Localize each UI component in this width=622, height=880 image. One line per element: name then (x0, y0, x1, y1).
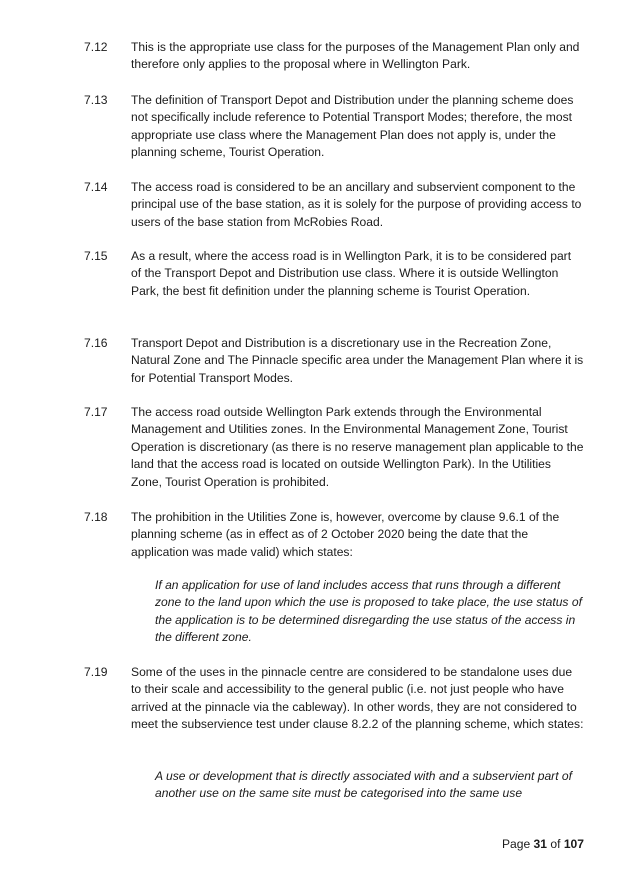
current-page-number: 31 (533, 837, 547, 851)
paragraph-7-18 (84, 509, 584, 561)
paragraph-number: 7.18 (84, 510, 108, 524)
paragraph-text: This is the appropriate use class for the purposes of the Management Plan only and therefore only applies to the proposal where in Wellington Park. (131, 40, 580, 72)
quoted-clause-9-6-1: If an application for use of land includes access that runs through a different zone to the land upon which the use is proposed to take place, the use status of the application is to be determined disregarding the use status of the access in the different zone. (155, 578, 582, 645)
paragraph-7-15 (84, 248, 584, 300)
paragraph-text: The access road outside Wellington Park extends through the Environmental Management and Utilities zones. In the Environmental Management Zone, Tourist Operation is discretionary (as there is no reserve management plan applicable to the land that the access road is located on outside Wellington Park). In the Utilities Zone, Tourist Operation is prohibited. (131, 405, 584, 489)
paragraph-7-13 (84, 92, 584, 162)
paragraph-7-14 (84, 179, 584, 231)
total-pages-number: 107 (563, 837, 584, 851)
paragraph-text: The access road is considered to be an ancillary and subservient component to the principal use of the base station, as it is solely for the purpose of providing access to users of the base station from McRobies Road. (131, 180, 582, 229)
paragraph-text: The definition of Transport Depot and Distribution under the planning scheme does not specifically include reference to Potential Transport Modes; therefore, the most appropriate use class where the Management Plan does not apply is, under the planning scheme, Tourist Operation. (131, 93, 574, 160)
page-number-footer (502, 836, 584, 852)
paragraph-7-17 (84, 404, 584, 491)
paragraph-7-19 (84, 664, 584, 734)
paragraph-text: Transport Depot and Distribution is a discretionary use in the Recreation Zone, Natural Zone and The Pinnacle specific area under the Management Plan where it is for Potential Transport Modes. (131, 336, 584, 385)
paragraph-number: 7.16 (84, 336, 108, 350)
paragraph-number: 7.19 (84, 665, 108, 679)
paragraph-number: 7.12 (84, 40, 108, 54)
paragraph-number: 7.17 (84, 405, 108, 419)
paragraph-number: 7.13 (84, 93, 108, 107)
paragraph-number: 7.14 (84, 180, 108, 194)
paragraph-7-12 (84, 39, 584, 74)
paragraph-number: 7.15 (84, 249, 108, 263)
page-of-label: of (547, 837, 564, 851)
quoted-clause-8-2-2: A use or development that is directly associated with and a subservient part of another use on the same site must be categorised into the same use (155, 769, 573, 801)
paragraph-text: As a result, where the access road is in Wellington Park, it is to be considered part of the Transport Depot and Distribution use class. Where it is outside Wellington Park, the best fit definition under the planning scheme is Tourist Operation. (131, 249, 572, 298)
paragraph-7-16 (84, 335, 584, 387)
page-label: Page (501, 837, 534, 851)
paragraph-text: Some of the uses in the pinnacle centre are considered to be standalone uses due to their scale and accessibility to the general public (i.e. not just people who have arrived at the pinnacle via the cableway). In other words, they are not considered to meet the subservience test under clause 8.2.2 of the planning scheme, which states: (131, 665, 584, 732)
paragraph-text: The prohibition in the Utilities Zone is, however, overcome by clause 9.6.1 of the planning scheme (as in effect as of 2 October 2020 being the date that the application was made valid) which states: (131, 510, 560, 559)
